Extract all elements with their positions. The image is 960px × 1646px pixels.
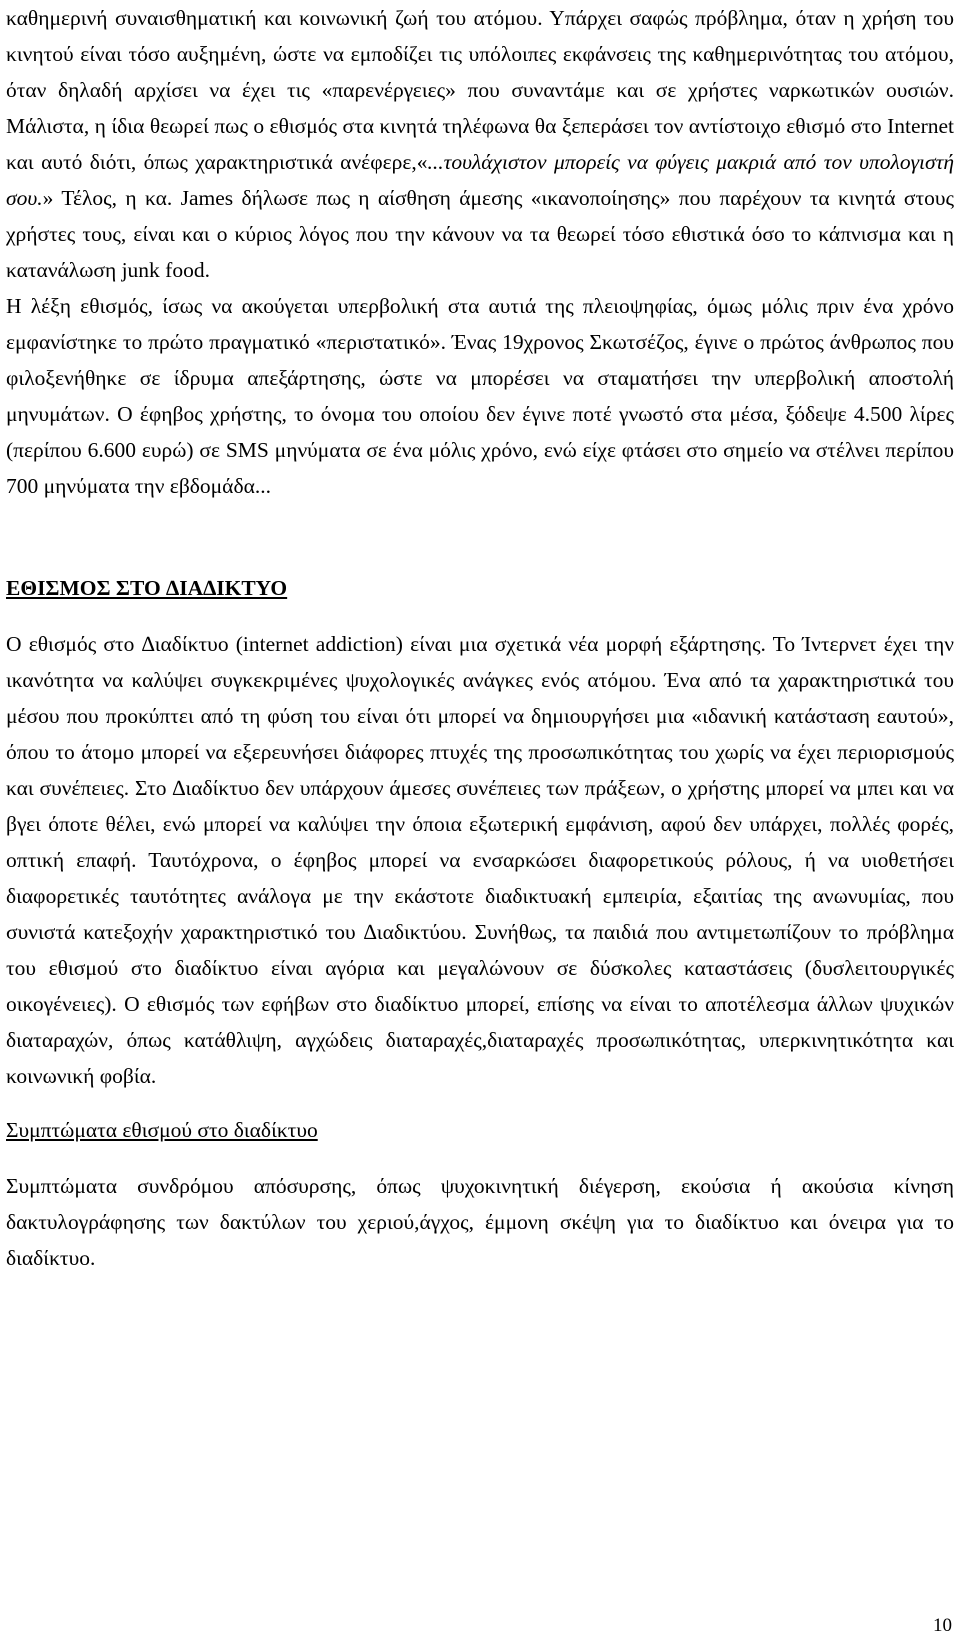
quote-italic: ...τουλάχιστον μπορείς να φύγεις μακριά από τον υπολογιστή σου.	[6, 150, 954, 210]
document-page	[6, 0, 954, 1276]
paragraph-internet-addiction: Ο εθισμός στο ∆ιαδίκτυο (internet addiction) είναι μια σχετικά νέα μορφή εξάρτησης. Το Ίντερνετ έχει την ικανότητα να καλύψει συγκεκριμένες ψυχολογικές ανάγκες ενός ατόμου. Ένα από τα χαρακτηριστικά του μέσου που προκύπτει από τη φύση του είναι ότι μπορεί να δημιουργήσει μια «ιδανική κατάσταση εαυτού», όπου το άτομο μπορεί να εξερευνήσει διάφορες πτυχές της προσωπικότητας του χωρίς να έχει περιορισμούς και συνέπειες. Στο ∆ιαδίκτυο δεν υπάρχουν άμεσες συνέπειες των πράξεων, ο χρήστης μπορεί να μπει και να βγει όποτε θέλει, ενώ μπορεί να καλύψει την όποια εξωτερική εμφάνιση, αφού δεν υπάρχει, πολλές φορές, οπτική επαφή. Ταυτόχρονα, ο έφηβος μπορεί να ενσαρκώσει διαφορετικούς ρόλους, ή να υιοθετήσει διαφορετικές ταυτότητες ανάλογα με την εκάστοτε διαδικτυακή εμπειρία, εξαιτίας της ανωνυμίας, που συνιστά κατεξοχήν χαρακτηριστικό του ∆ιαδικτύου. Συνήθως, τα παιδιά που αντιμετωπίζουν το πρόβλημα του εθισμού στο διαδίκτυο είναι αγόρια και μεγαλώνουν σε δύσκολες καταστάσεις (δυσλειτουργικές οικογένειες). Ο εθισμός των εφήβων στο διαδίκτυο μπορεί, επίσης να είναι το αποτέλεσμα άλλων ψυχικών διαταραχών, όπως κατάθλιψη, αγχώδεις διαταραχές,διαταραχές προσωπικότητας, υπερκινητικότητα και κοινωνική φοβία.	[6, 632, 954, 1088]
paragraph-text: » Τέλος, η κα. James δήλωσε πως η αίσθηση άμεσης «ικανοποίησης» που παρέχουν τα κινητά στους χρήστες τους, είναι και ο κύριος λόγος που την κάνουν να τα θεωρεί τόσο εθιστικά όσο το κάπνισμα και η κατανάλωση junk food.	[6, 186, 954, 282]
paragraph-line: καθημερινή συναισθηματική και κοινωνική ζωή του ατόμου. Υπάρχει σαφώς	[6, 6, 688, 30]
subheading-symptoms: Συμπτώματα εθισμού στο διαδίκτυο	[6, 1118, 318, 1142]
section-heading-internet-addiction: ΕΘΙΣΜΟΣ ΣΤΟ ∆ΙΑ∆ΙΚΤΥΟ	[6, 576, 288, 600]
paragraph-symptoms: Συμπτώματα συνδρόμου απόσυρσης, όπως ψυχοκινητική διέγερση, εκούσια ή ακούσια κίνηση δακτυλογράφησης των δακτύλων του χεριού,άγχος, έμμονη σκέψη για το διαδίκτυο και όνειρα για το διαδίκτυο.	[6, 1174, 954, 1270]
paragraph-text: πρόβλημα, όταν η χρήση του κινητού είναι τόσο αυξημένη, ώστε να εμποδίζει τις υπόλοιπες εκφάνσεις της καθημερινότητας του ατόμου, όταν δηλαδή αρχίσει να έχει τις «παρενέργειες» που συναντάμε και σε χρήστες ναρκωτικών ουσιών. Μάλιστα, η ίδια θεωρεί πως ο εθισμός στα κινητά τηλέφωνα θα ξεπεράσει τον αντίστοιχο εθισμό στο Internet και αυτό διότι, όπως χαρακτηριστικά ανέφερε,«	[6, 6, 955, 174]
paragraph-mobile-addiction	[6, 0, 954, 288]
paragraph-first-case: Η λέξη εθισμός, ίσως να ακούγεται υπερβολική στα αυτιά της πλειοψηφίας, όμως μόλις πριν ένα χρόνο εμφανίστηκε το πρώτο πραγματικό «περιστατικό». Ένας 19χρονος Σκωτσέζος, έγινε ο πρώτος άνθρωπος που φιλοξενήθηκε σε ίδρυμα απεξάρτησης, ώστε να μπορέσει να σταματήσει την υπερβολική αποστολή μηνυμάτων. Ο έφηβος χρήστης, το όνομα του οποίου δεν έγινε ποτέ γνωστό στα μέσα, ξόδεψε 4.500 λίρες (περίπου 6.600 ευρώ) σε SMS μηνύματα σε ένα μόλις χρόνο, ενώ είχε φτάσει στο σημείο να στέλνει περίπου 700 μηνύματα την εβδομάδα...	[6, 294, 954, 498]
page-number: 10	[933, 1615, 952, 1636]
